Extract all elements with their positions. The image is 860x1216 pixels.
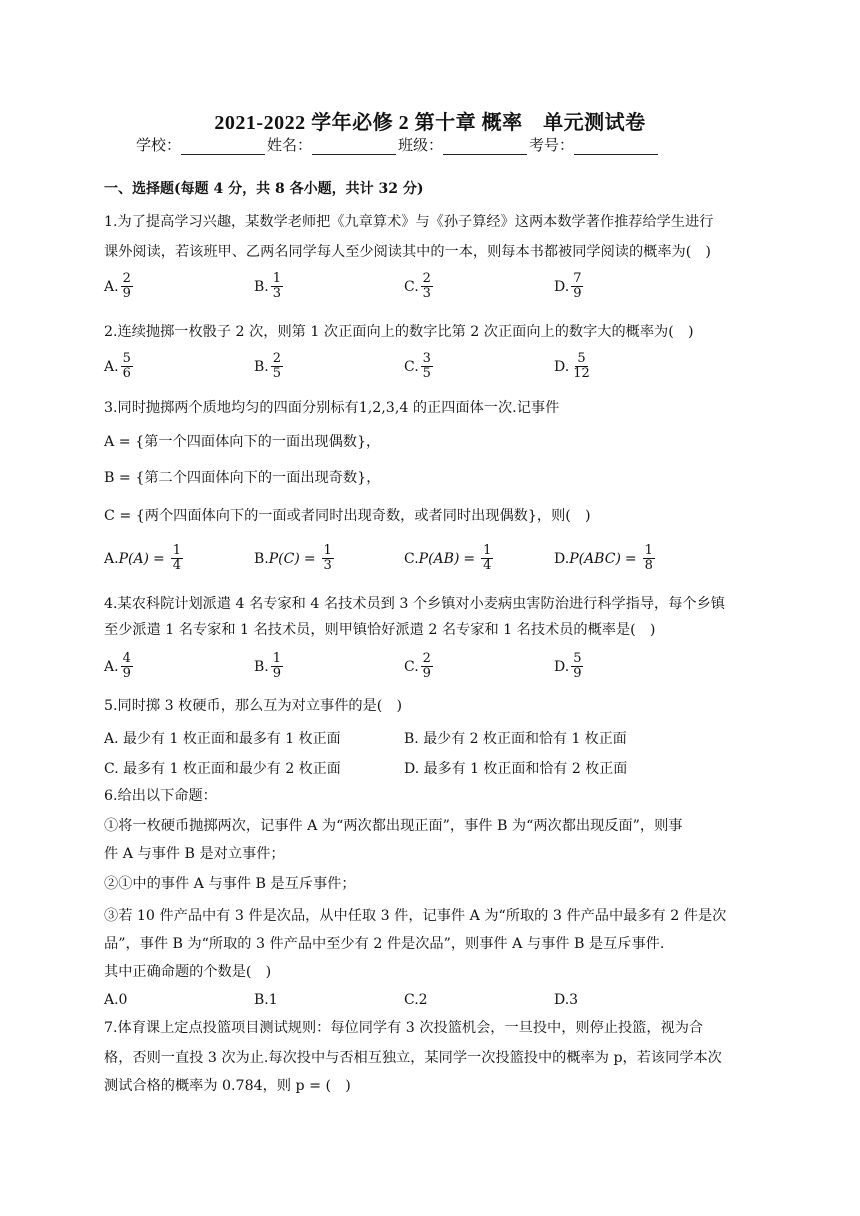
exam-number-field[interactable]: 考号： [529, 134, 660, 155]
q3-option-c[interactable]: C. P(AB) = $\frac{1}{4}$ [404, 543, 492, 573]
q6-line: ①将一枚硬币抛掷两次，记事件 A 为“两次都出现正面”，事件 B 为“两次都出现反面”，则事 [104, 818, 683, 834]
q1-option-c[interactable]: C. $\frac{2}{3}$ [404, 271, 431, 301]
q4-line: 4.某农科院计划派遣 4 名专家和 4 名技术员到 3 个乡镇对小麦病虫害防治进行科学指导，每个乡镇 [104, 596, 725, 612]
q2-option-d[interactable]: D. $\frac{5}{12}$ [554, 351, 590, 381]
section-heading: 一、选择题(每题 4 分，共 8 各小题，共计 32 分) [104, 181, 424, 197]
q5-option-d[interactable]: D. 最多有 1 枚正面和恰有 2 枚正面 [404, 761, 628, 777]
q4-option-b[interactable]: B. $\frac{1}{9}$ [254, 651, 282, 681]
name-blank[interactable] [312, 140, 396, 155]
school-field[interactable]: 学校： [136, 134, 267, 155]
q2-option-c[interactable]: C. $\frac{3}{5}$ [404, 351, 431, 381]
q4-option-a[interactable]: A. $\frac{4}{9}$ [104, 651, 131, 681]
q4-option-d[interactable]: D. $\frac{5}{9}$ [554, 651, 582, 681]
student-info-fields [136, 134, 660, 155]
q6-line: 其中正确命题的个数是( ) [104, 964, 272, 980]
q3-event-a: A = {第一个四面体向下的一面出现偶数}， [104, 434, 381, 450]
q6-line: 6.给出以下命题： [104, 788, 217, 804]
q5-line: 5.同时掷 3 枚硬币，那么互为对立事件的是( ) [104, 698, 403, 714]
class-blank[interactable] [443, 140, 527, 155]
school-blank[interactable] [181, 140, 265, 155]
q2-line: 2.连续抛掷一枚骰子 2 次，则第 1 次正面向上的数字比第 2 次正面向上的数字大的概率为( ) [104, 324, 694, 340]
q6-line: ②①中的事件 A 与事件 B 是互斥事件； [104, 876, 356, 892]
q1-line: 1.为了提高学习兴趣，某数学老师把《九章算术》与《孙子算经》这两本数学著作推荐给学生进行 [104, 214, 714, 230]
q4-option-c[interactable]: C. $\frac{2}{9}$ [404, 651, 431, 681]
q1-line: 课外阅读，若该班甲、乙两名同学每人至少阅读其中的一本，则每本书都被同学阅读的概率为( ) [104, 244, 711, 260]
q2-option-a[interactable]: A. $\frac{5}{6}$ [104, 351, 131, 381]
exam-number-blank[interactable] [574, 140, 658, 155]
q7-line: 格，否则一直投 3 次为止.每次投中与否相互独立，某同学一次投篮投中的概率为 p，若该同学本次 [104, 1050, 722, 1066]
q6-line: 件 A 与事件 B 是对立事件； [104, 846, 285, 862]
name-field[interactable]: 姓名： [267, 134, 398, 155]
q5-option-b[interactable]: B. 最少有 2 枚正面和恰有 1 枚正面 [404, 731, 627, 747]
q6-option-b[interactable]: B.1 [254, 992, 278, 1008]
q3-event-b: B = {第二个四面体向下的一面出现奇数}， [104, 470, 381, 486]
q6-option-a[interactable]: A.0 [104, 992, 128, 1008]
q3-option-a[interactable]: A. P(A) = $\frac{1}{4}$ [104, 543, 182, 573]
q6-option-c[interactable]: C.2 [404, 992, 428, 1008]
q2-option-b[interactable]: B. $\frac{2}{5}$ [254, 351, 282, 381]
exam-title: 2021-2022 学年必修 2 第十章 概率 单元测试卷 [214, 112, 646, 134]
q6-line: ③若 10 件产品中有 3 件是次品，从中任取 3 件，记事件 A 为“所取的 3 件产品中最多有 2 件是次 [104, 908, 727, 924]
q5-option-c[interactable]: C. 最多有 1 枚正面和最少有 2 枚正面 [104, 761, 341, 777]
q7-line: 测试合格的概率为 0.784，则 p = ( ) [104, 1078, 351, 1094]
q3-option-b[interactable]: B. P(C) = $\frac{1}{3}$ [254, 543, 332, 573]
q7-line: 7.体育课上定点投篮项目测试规则：每位同学有 3 次投篮机会，一旦投中，则停止投篮，视为合 [104, 1020, 704, 1036]
q6-line: 品”，事件 B 为“所取的 3 件产品中至少有 2 件是次品”，则事件 A 与事件 B 是互斥事件. [104, 936, 665, 952]
q5-option-a[interactable]: A. 最少有 1 枚正面和最多有 1 枚正面 [104, 731, 341, 747]
q6-option-d[interactable]: D.3 [554, 992, 579, 1008]
q3-line: 3.同时抛掷两个质地均匀的四面分别标有1,2,3,4 的正四面体一次.记事件 [104, 400, 560, 416]
q3-option-d[interactable]: D. P(ABC) = $\frac{1}{8}$ [554, 543, 653, 573]
q3-event-c: C = {两个四面体向下的一面或者同时出现奇数，或者同时出现偶数}，则( ) [104, 508, 591, 524]
q4-line: 至少派遣 1 名专家和 1 名技术员，则甲镇恰好派遣 2 名专家和 1 名技术员的概率是( ) [104, 622, 656, 638]
q1-option-b[interactable]: B. $\frac{1}{3}$ [254, 271, 282, 301]
q1-option-d[interactable]: D. $\frac{7}{9}$ [554, 271, 582, 301]
class-field[interactable]: 班级： [398, 134, 529, 155]
q1-option-a[interactable]: A. $\frac{2}{9}$ [104, 271, 131, 301]
